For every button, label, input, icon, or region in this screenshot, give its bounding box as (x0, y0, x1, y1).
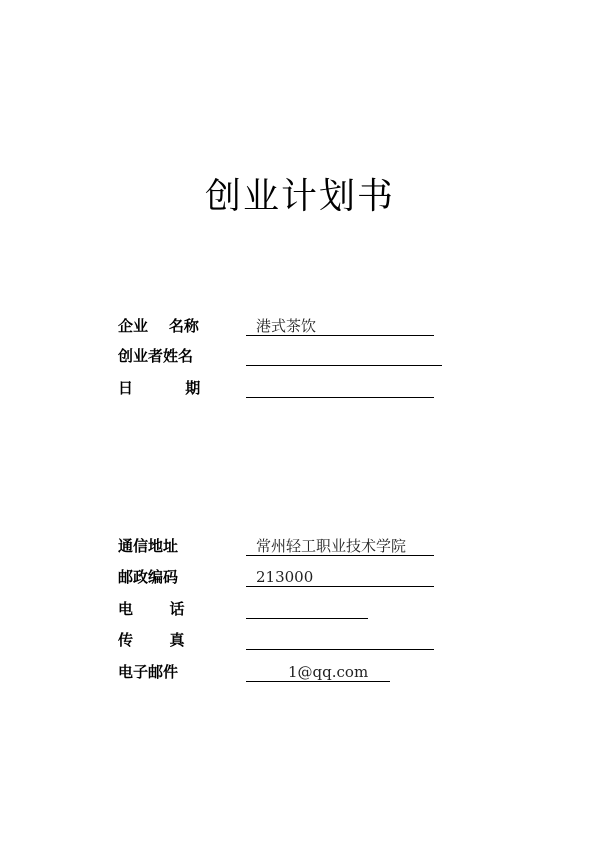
founder-name-row (118, 346, 558, 370)
fax-field[interactable] (246, 630, 434, 650)
company-name-row (118, 316, 558, 340)
date-label: 日 期 (118, 379, 201, 397)
date-field[interactable] (246, 378, 434, 398)
founder-name-field[interactable] (246, 346, 442, 366)
phone-label: 电 话 (118, 600, 185, 618)
company-name-field[interactable]: 港式茶饮 (246, 316, 434, 336)
address-row (118, 536, 558, 560)
date-row (118, 378, 558, 402)
email-row (118, 662, 558, 686)
postal-code-label: 邮政编码 (118, 568, 179, 586)
document-title: 创业计划书 (204, 176, 395, 217)
company-name-label: 企业 名称 (118, 317, 199, 335)
postal-code-field[interactable]: 213000 (246, 567, 434, 587)
address-label: 通信地址 (118, 537, 179, 555)
address-field[interactable]: 常州轻工职业技术学院 (246, 536, 434, 556)
founder-name-label: 创业者姓名 (118, 347, 194, 365)
postal-code-row (118, 567, 558, 591)
phone-row (118, 599, 558, 623)
email-label: 电子邮件 (118, 663, 179, 681)
phone-field[interactable] (246, 599, 368, 619)
fax-row (118, 630, 558, 654)
fax-label: 传 真 (118, 631, 185, 649)
email-field[interactable]: 1@qq.com (246, 662, 390, 682)
